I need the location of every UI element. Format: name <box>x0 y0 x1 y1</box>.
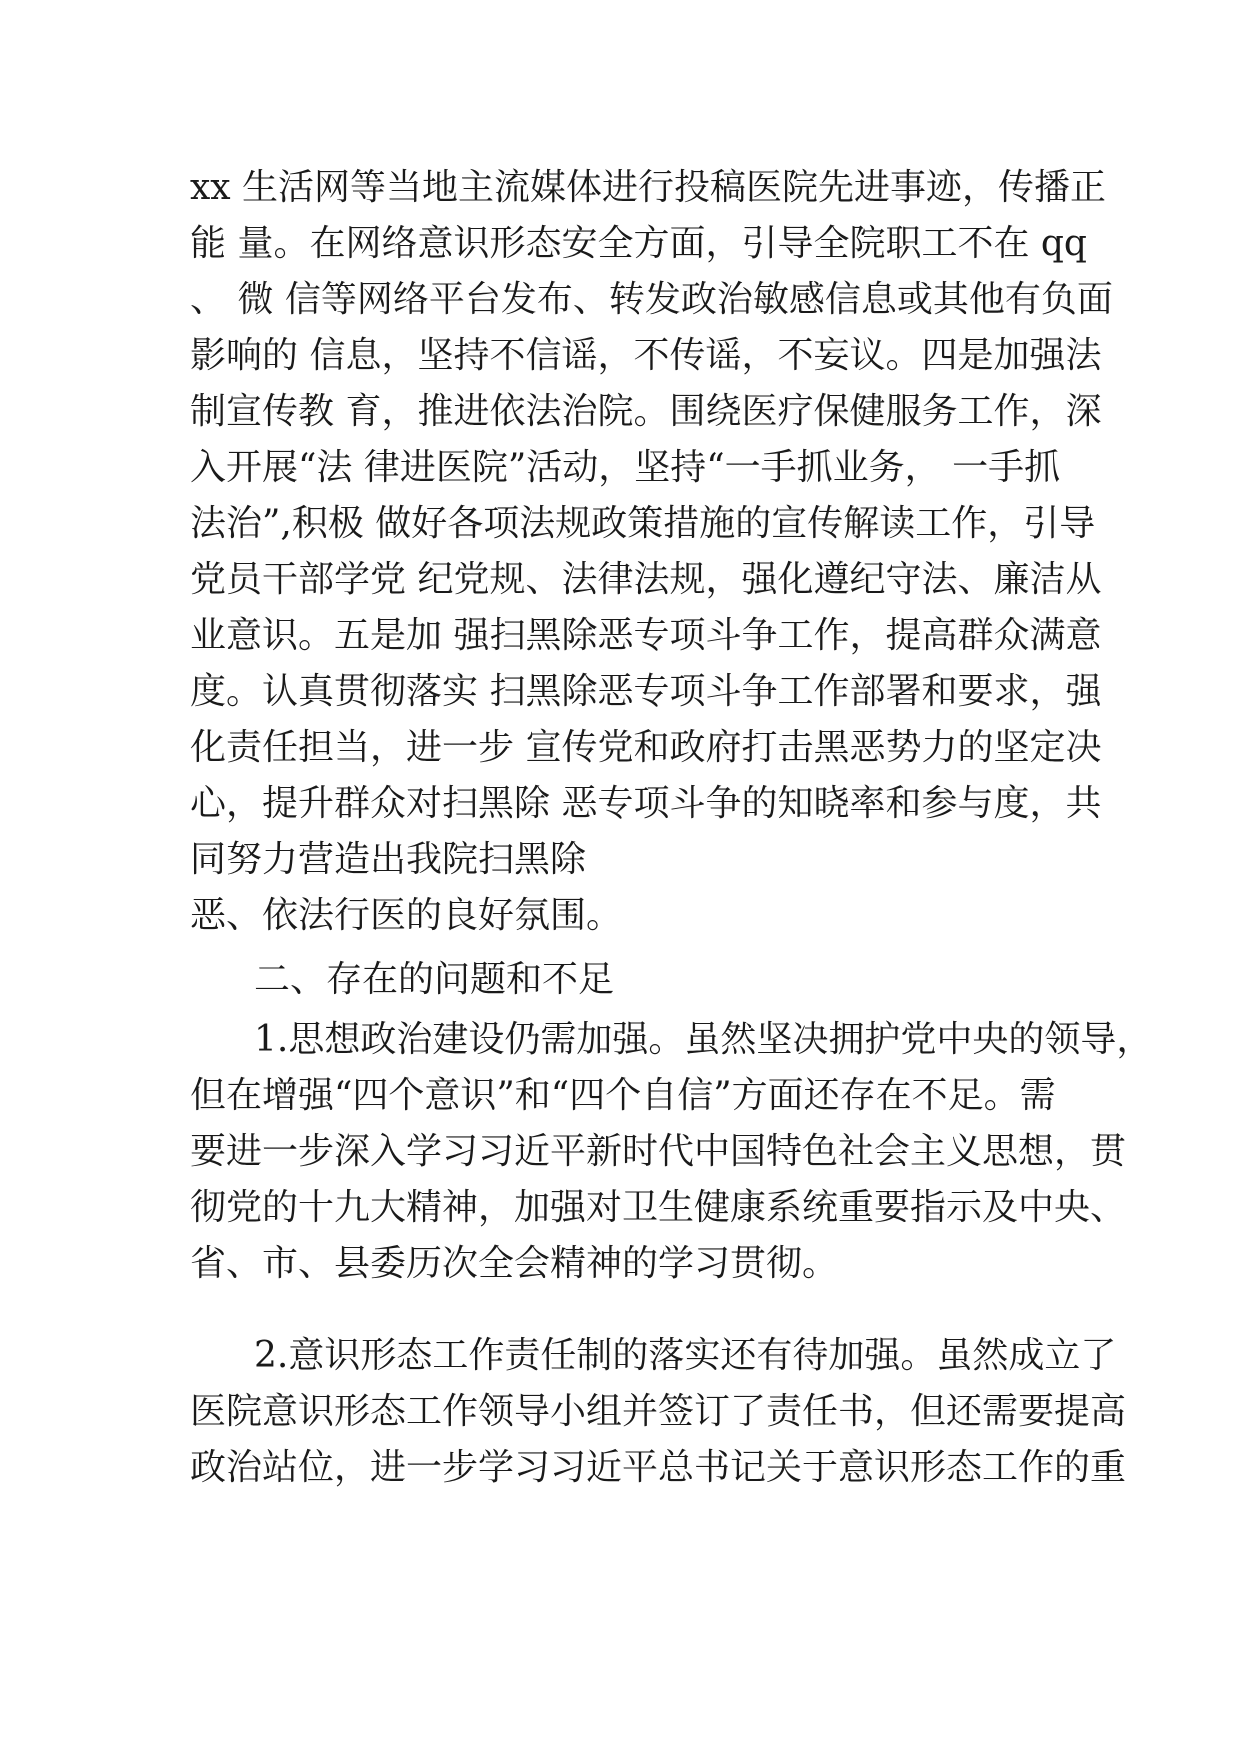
text-line: 制宣传教 育，推进依法治院。围绕医疗保健服务工作，深 <box>190 391 1102 432</box>
text-line: 法治”,积极 做好各项法规政策措施的宣传解读工作，引导 <box>190 503 1096 544</box>
text-line: 政治站位，进一步学习习近平总书记关于意识形态工作的重 <box>190 1447 1127 1488</box>
text-line: 心，提升群众对扫黑除 恶专项斗争的知晓率和参与度，共 <box>190 783 1102 824</box>
section-heading-text: 二、存在的问题和不足 <box>254 959 615 1000</box>
text-line: 恶、依法行医的良好氛围。 <box>190 895 623 936</box>
document-body <box>190 160 1153 1496</box>
text-line: 党员干部学党 纪党规、法律法规，强化遵纪守法、廉洁从 <box>190 559 1102 600</box>
text-line: 能 量。在网络意识形态安全方面，引导全院职工不在 qq <box>190 223 1087 264</box>
text-line: 业意识。五是加 强扫黑除恶专项斗争工作，提高群众满意 <box>190 615 1102 656</box>
text-line: 省、市、县委历次全会精神的学习贯彻。 <box>190 1243 839 1284</box>
text-line: 、 微 信等网络平台发布、转发政治敏感信息或其他有负面 <box>190 279 1113 320</box>
text-line: 度。认真贯彻落实 扫黑除恶专项斗争工作部署和要求，强 <box>190 671 1102 712</box>
problem-item-2 <box>190 1328 1127 1496</box>
item-1-first-line: 1.思想政治建设仍需加强。虽然坚决拥护党中央的领导， <box>254 1019 1153 1060</box>
text-line <box>190 1012 1153 1068</box>
text-line: 入开展“法 律进医院”活动，坚持“一手抓业务， 一手抓 <box>190 447 1061 488</box>
text-line: 要进一步深入学习习近平新时代中国特色社会主义思想，贯 <box>190 1131 1127 1172</box>
text-line: 化责任担当，进一步 宣传党和政府打击黑恶势力的坚定决 <box>190 727 1102 768</box>
text-line: 但在增强“四个意识”和“四个自信”方面还存在不足。需 <box>190 1075 1056 1116</box>
item-2-first-line: 2.意识形态工作责任制的落实还有待加强。虽然成立了 <box>254 1335 1117 1376</box>
text-line: 影响的 信息，坚持不信谣，不传谣，不妄议。四是加强法 <box>190 335 1102 376</box>
text-line: 医院意识形态工作领导小组并签订了责任书，但还需要提高 <box>190 1391 1127 1432</box>
paragraph-continued <box>190 160 1113 944</box>
problem-item-1 <box>190 1012 1153 1292</box>
text-line: xx 生活网等当地主流媒体进行投稿医院先进事迹，传播正 <box>190 167 1107 208</box>
text-line <box>190 1328 1117 1384</box>
section-heading <box>190 952 1050 1008</box>
text-line: 同努力营造出我院扫黑除 <box>190 839 587 880</box>
text-line: 彻党的十九大精神，加强对卫生健康系统重要指示及中央、 <box>190 1187 1127 1228</box>
